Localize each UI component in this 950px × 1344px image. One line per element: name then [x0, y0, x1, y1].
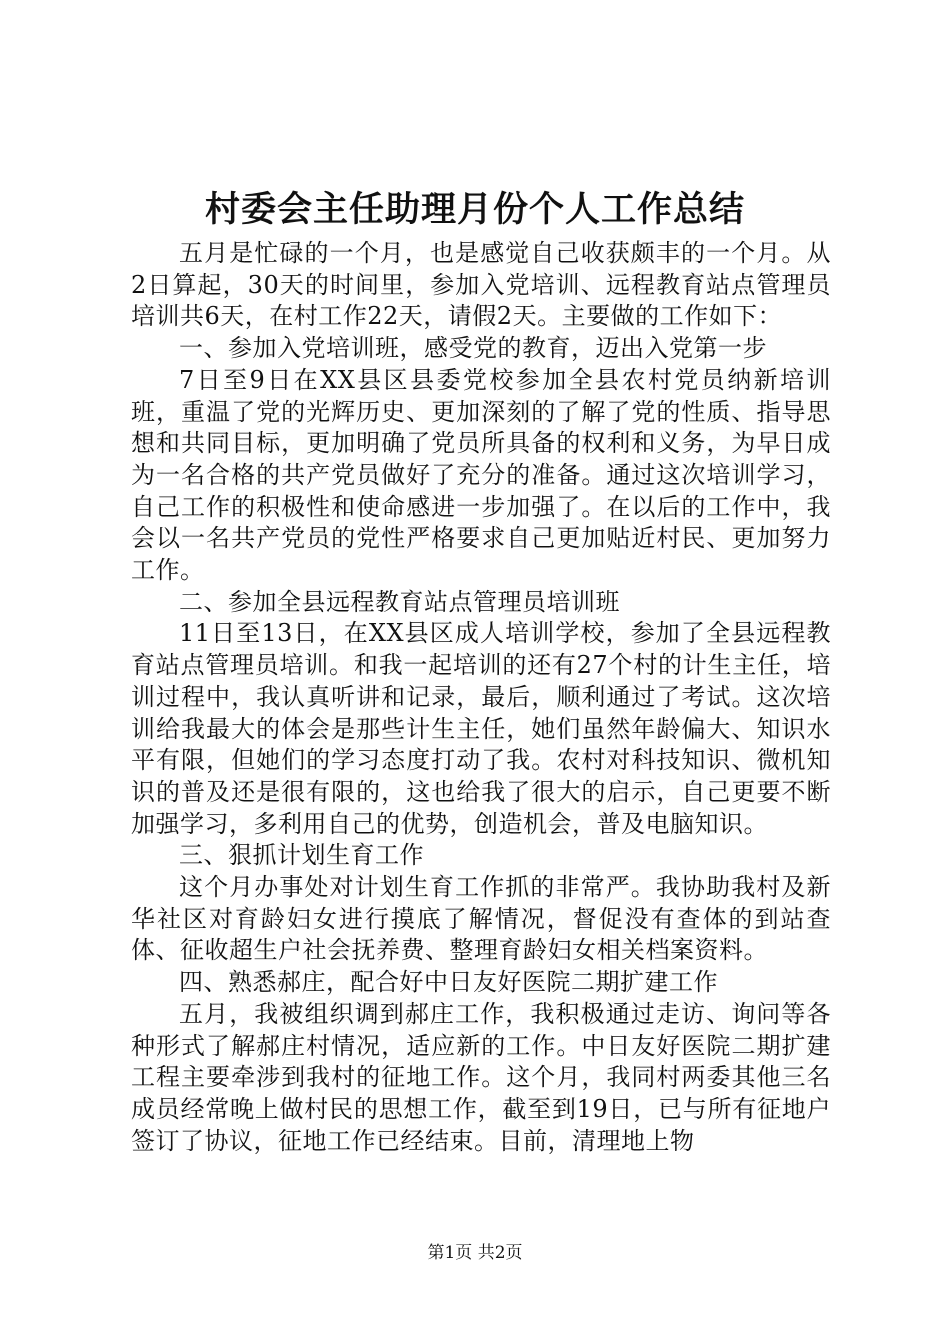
paragraph-intro: 五月是忙碌的一个月，也是感觉自己收获颇丰的一个月。从2日算起，30天的时间里，参加入党培训、远程教育站点管理员培训共6天，在村工作22天，请假2天。主要做的工作如下： — [131, 239, 831, 331]
paragraph-section-3: 这个月办事处对计划生育工作抓的非常严。我协助我村及新华社区对育龄妇女进行摸底了解情况，督促没有查体的到站查体、征收超生户社会抚养费、整理育龄妇女相关档案资料。 — [131, 873, 831, 965]
section-heading-4: 四、熟悉郝庄，配合好中日友好医院二期扩建工作 — [179, 968, 718, 997]
paragraph-section-1: 7日至9日在XX县区县委党校参加全县农村党员纳新培训班，重温了党的光辉历史、更加深刻的了解了党的性质、指导思想和共同目标，更加明确了党员所具备的权利和义务，为早日成为一名合格的共产党员做好了充分的准备。通过这次培训学习，自己工作的积极性和使命感进一步加强了。在以后的工作中，我会以一名共产党员的党性严格要求自己更加贴近村民、更加努力工作。 — [131, 365, 831, 585]
paragraph-section-2: 11日至13日，在XX县区成人培训学校，参加了全县远程教育站点管理员培训。和我一起培训的还有27个村的计生主任，培训过程中，我认真听讲和记录，最后，顺利通过了考试。这次培训给我最大的体会是那些计生主任，她们虽然年龄偏大、知识水平有限，但她们的学习态度打动了我。农村对科技知识、微机知识的普及还是很有限的，这也给我了很大的启示，自己更要不断加强学习，多利用自己的优势，创造机会，普及电脑知识。 — [131, 619, 831, 838]
document-body — [131, 238, 831, 1157]
document-title: 村委会主任助理月份个人工作总结 — [204, 189, 745, 230]
paragraph-section-4: 五月，我被组织调到郝庄工作，我积极通过走访、询问等各种形式了解郝庄村情况，适应新的工作。中日友好医院二期扩建工程主要牵涉到我村的征地工作。这个月，我同村两委其他三名成员经常晚上做村民的思想工作，截至到19日，已与所有征地户签订了协议，征地工作已经结束。目前，清理地上物 — [131, 999, 831, 1155]
page-footer: 第1页 共2页 — [427, 1243, 523, 1263]
section-heading-2: 二、参加全县远程教育站点管理员培训班 — [179, 587, 620, 616]
section-heading-3: 三、狠抓计划生育工作 — [179, 841, 424, 870]
section-heading-1: 一、参加入党培训班，感受党的教育，迈出入党第一步 — [179, 334, 767, 363]
